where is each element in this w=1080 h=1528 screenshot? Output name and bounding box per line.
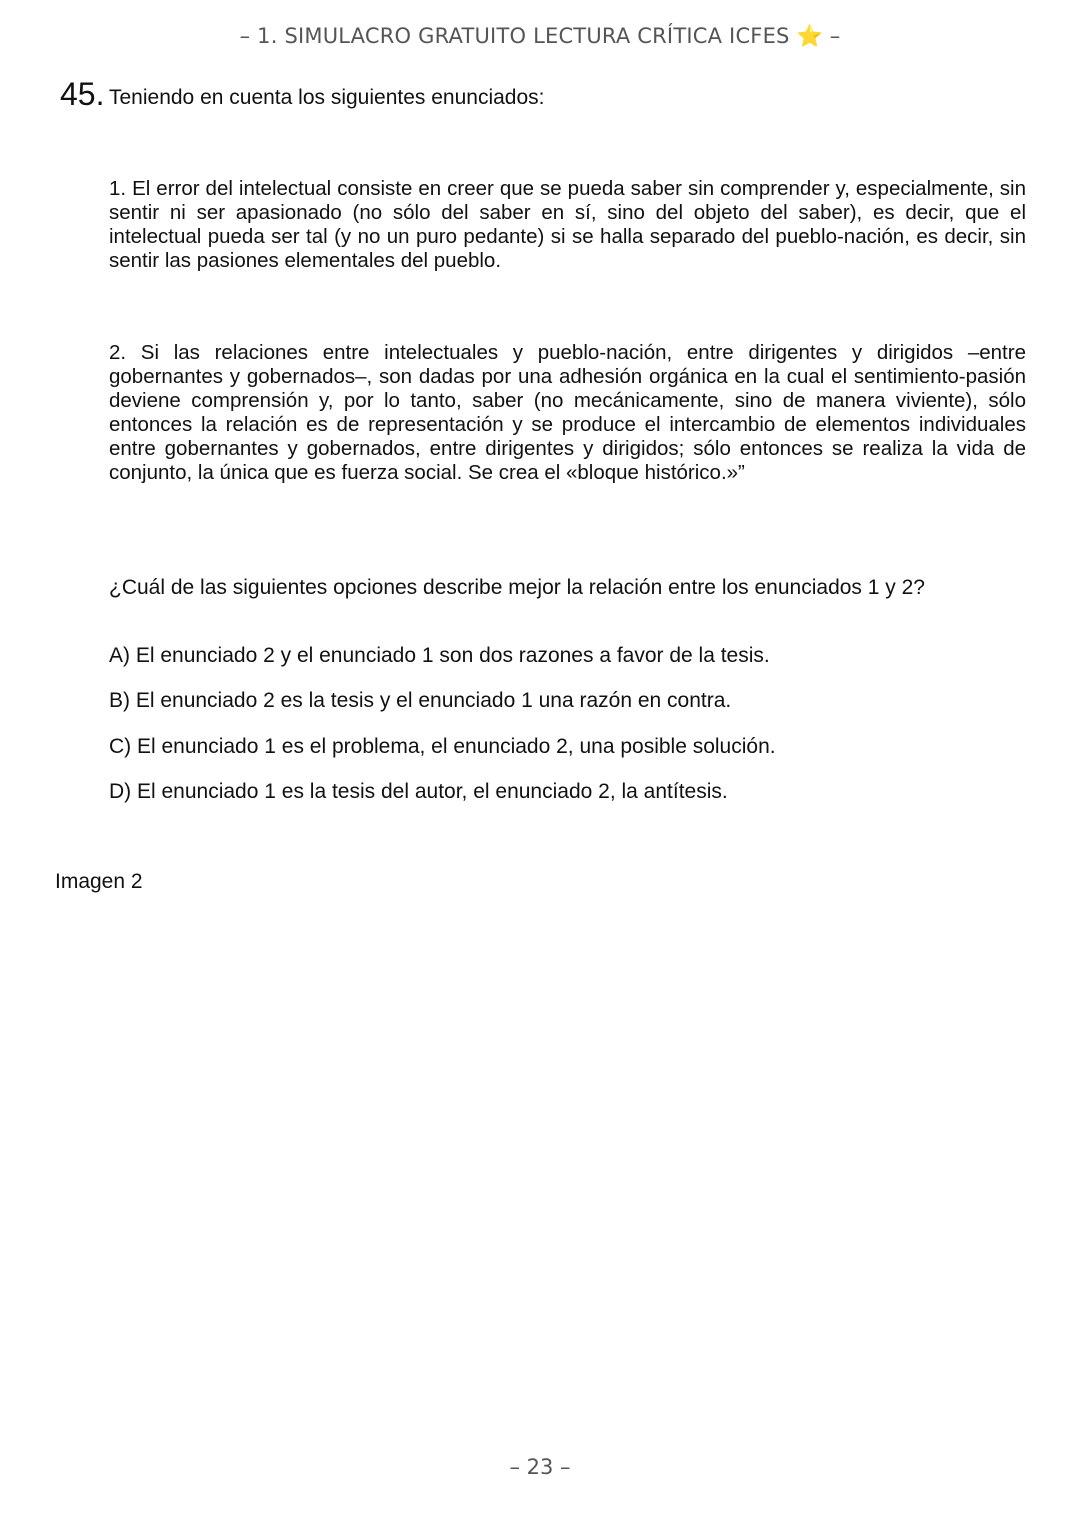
question-prompt: ¿Cuál de las siguientes opciones describe mejor la relación entre los enunciados 1 y 2? [109, 576, 925, 599]
header-title: – 1. SIMULACRO GRATUITO LECTURA CRÍTICA ICFES [239, 24, 790, 48]
statement-2: 2. Si las relaciones entre intelectuales y pueblo-nación, entre dirigentes y dirigidos –entre gobernantes y gobernados–, son dadas por una adhesión orgánica en la cual el sentimiento-pasión deviene comprensión y, por lo tanto, saber (no mecánicamente, sino de manera viviente), sólo entonces la relación es de representación y se produce el intercambio de elementos individuales entre gobernantes y gobernados, entre dirigentes y dirigidos; sólo entonces se realiza la vida de conjunto, la única que es fuerza social. Se crea el «bloque histórico.»” [109, 341, 1026, 484]
option-d: D) El enunciado 1 es la tesis del autor, el enunciado 2, la antítesis. [109, 780, 728, 803]
question-stem: Teniendo en cuenta los siguientes enunciados: [109, 86, 545, 109]
question-number: 45. [60, 76, 105, 112]
page-number: – 23 – [509, 1455, 571, 1479]
option-b: B) El enunciado 2 es la tesis y el enunciado 1 una razón en contra. [109, 689, 732, 712]
page-header [0, 24, 1080, 49]
statement-1: 1. El error del intelectual consiste en creer que se pueda saber sin comprender y, especialmente, sin sentir ni ser apasionado (no sólo del saber en sí, sino del objeto del saber), es decir, que el intelectual pueda ser tal (y no un puro pedante) si se halla separado del pueblo-nación, es decir, sin sentir las pasiones elementales del pueblo. [109, 177, 1026, 272]
option-c: C) El enunciado 1 es el problema, el enunciado 2, una posible solución. [109, 735, 776, 758]
option-a: A) El enunciado 2 y el enunciado 1 son dos razones a favor de la tesis. [109, 644, 770, 667]
star-icon: ⭐ [796, 24, 823, 48]
image-caption: Imagen 2 [55, 870, 143, 893]
header-suffix: – [829, 24, 841, 48]
